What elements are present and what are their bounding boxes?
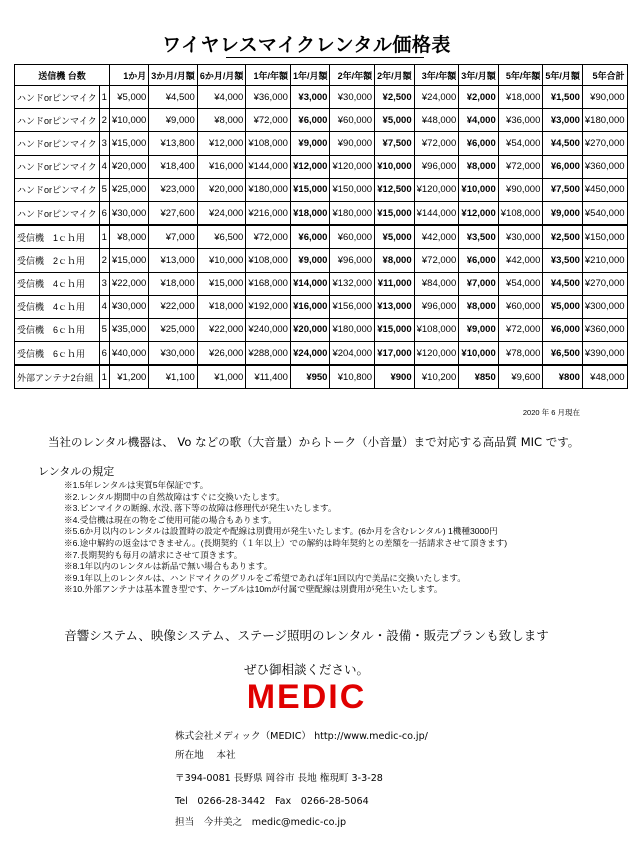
table-row [15, 178, 628, 201]
price-cell: ¥25,000 [109, 178, 148, 201]
table-row [15, 201, 628, 225]
price-cell: ¥270,000 [582, 272, 627, 295]
page-title: ワイヤレスマイクレンタル価格表 [162, 34, 451, 56]
quantity-cell: 6 [99, 201, 109, 225]
rule-item: ※4.受信機は現在の物をご使用可能の場合もあります。 [64, 514, 277, 525]
price-cell: ¥48,000 [414, 109, 459, 132]
quantity-cell: 1 [99, 225, 109, 249]
price-cell: ¥6,500 [543, 342, 583, 366]
price-cell: ¥36,000 [498, 109, 543, 132]
price-cell: ¥156,000 [330, 295, 375, 318]
table-row [15, 272, 628, 295]
item-name-cell: ハンドorピンマイク [15, 86, 100, 109]
price-cell: ¥30,000 [498, 225, 543, 249]
price-cell: ¥15,000 [109, 132, 148, 155]
rule-item: ※5.6か月以内のレンタルは設置時の設定や配線は別費用が発生いたします。(6か月を含むレンタル) 1機種3000円 [64, 526, 498, 537]
price-cell: ¥54,000 [498, 132, 543, 155]
services-text: 音響システム、映像システム、ステージ照明のレンタル・設備・販売プランも致します [64, 628, 549, 643]
rule-item: ※2.レンタル期間中の自然故障はすぐに交換いたします。 [64, 491, 285, 502]
price-cell: ¥9,600 [498, 365, 543, 389]
intro-text: 当社のレンタル機器は、 Vo などの歌（大音量）からトーク（小音量）まで対応する高品質 MIC です。 [48, 435, 580, 449]
phone-fax-line: Tel 0266‐28‐3442 Fax 0266‐28‐5064 [175, 796, 369, 807]
price-cell: ¥20,000 [109, 155, 148, 178]
price-cell: ¥12,000 [197, 132, 246, 155]
header-5y-month: 5年/月額 [543, 65, 583, 86]
price-cell: ¥24,000 [197, 201, 246, 225]
price-cell: ¥16,000 [197, 155, 246, 178]
rules-list [64, 480, 507, 596]
table-row [15, 225, 628, 249]
price-cell: ¥10,000 [459, 342, 499, 366]
price-cell: ¥120,000 [414, 178, 459, 201]
quantity-cell: 5 [99, 178, 109, 201]
price-cell: ¥14,000 [290, 272, 330, 295]
table-row [15, 295, 628, 318]
price-cell: ¥20,000 [197, 178, 246, 201]
price-cell: ¥24,000 [290, 342, 330, 366]
price-cell: ¥16,000 [290, 295, 330, 318]
price-cell: ¥240,000 [246, 318, 291, 341]
price-cell: ¥180,000 [582, 109, 627, 132]
quantity-cell: 4 [99, 295, 109, 318]
price-cell: ¥1,100 [149, 365, 198, 389]
price-cell: ¥6,000 [290, 109, 330, 132]
item-name-cell: ハンドorピンマイク [15, 178, 100, 201]
price-cell: ¥360,000 [582, 155, 627, 178]
quantity-cell: 3 [99, 272, 109, 295]
table-row [15, 318, 628, 341]
title-underline [226, 57, 424, 58]
price-cell: ¥7,000 [149, 225, 198, 249]
rules-heading: レンタルの規定 [38, 465, 115, 478]
price-cell: ¥800 [543, 365, 583, 389]
price-cell: ¥11,400 [246, 365, 291, 389]
price-cell: ¥360,000 [582, 318, 627, 341]
price-cell: ¥40,000 [109, 342, 148, 366]
price-cell: ¥3,500 [459, 225, 499, 249]
price-cell: ¥72,000 [246, 225, 291, 249]
price-cell: ¥22,000 [197, 318, 246, 341]
price-cell: ¥15,000 [197, 272, 246, 295]
company-line: 株式会社メディック（MEDIC） http://www.medic-co.jp/ [175, 731, 428, 742]
price-cell: ¥144,000 [414, 201, 459, 225]
price-cell: ¥390,000 [582, 342, 627, 366]
price-cell: ¥10,000 [375, 155, 415, 178]
address-line: 〒394‐0081 長野県 岡谷市 長地 権現町 3‐3‐28 [175, 773, 383, 784]
header-3y-month: 3年/月額 [459, 65, 499, 86]
header-6m: 6か月/月額 [197, 65, 246, 86]
price-cell: ¥204,000 [330, 342, 375, 366]
table-row [15, 109, 628, 132]
table-header-row [15, 65, 628, 86]
table-row [15, 155, 628, 178]
quantity-cell: 5 [99, 318, 109, 341]
quantity-cell: 6 [99, 342, 109, 366]
price-cell: ¥1,200 [109, 365, 148, 389]
price-cell: ¥25,000 [149, 318, 198, 341]
item-name-cell: 受信機 2ｃｈ用 [15, 249, 100, 272]
price-cell: ¥12,500 [375, 178, 415, 201]
price-cell: ¥7,500 [543, 178, 583, 201]
price-cell: ¥2,500 [543, 225, 583, 249]
price-cell: ¥8,000 [197, 109, 246, 132]
price-cell: ¥900 [375, 365, 415, 389]
price-cell: ¥9,000 [290, 132, 330, 155]
price-cell: ¥30,000 [109, 201, 148, 225]
rule-item: ※1.5年レンタルは実質5年保証です。 [64, 480, 209, 490]
rule-item: ※7.長期契約も毎月の請求にさせて頂きます。 [64, 549, 243, 560]
price-cell: ¥27,600 [149, 201, 198, 225]
price-cell: ¥30,000 [330, 86, 375, 109]
table-row [15, 132, 628, 155]
item-name-cell: ハンドorピンマイク [15, 132, 100, 155]
price-cell: ¥1,500 [543, 86, 583, 109]
header-5y-year: 5年/年額 [498, 65, 543, 86]
price-cell: ¥12,000 [459, 201, 499, 225]
price-cell: ¥8,000 [459, 155, 499, 178]
header-1y-year: 1年/年額 [246, 65, 291, 86]
item-name-cell: 受信機 4ｃｈ用 [15, 272, 100, 295]
price-cell: ¥8,000 [459, 295, 499, 318]
price-cell: ¥108,000 [414, 318, 459, 341]
price-table-body [15, 86, 628, 389]
price-cell: ¥540,000 [582, 201, 627, 225]
header-5y-total: 5年合計 [582, 65, 627, 86]
price-cell: ¥18,000 [290, 201, 330, 225]
quantity-cell: 1 [99, 365, 109, 389]
price-cell: ¥1,000 [197, 365, 246, 389]
price-cell: ¥36,000 [246, 86, 291, 109]
price-cell: ¥60,000 [330, 109, 375, 132]
price-cell: ¥35,000 [109, 318, 148, 341]
price-cell: ¥6,000 [459, 132, 499, 155]
price-cell: ¥9,000 [149, 109, 198, 132]
price-cell: ¥3,000 [290, 86, 330, 109]
rule-item: ※9.1年以上のレンタルは、ハンドマイクのグリルをご希望であれば年1回以内で美品に交換いたします。 [64, 572, 466, 583]
price-cell: ¥42,000 [498, 249, 543, 272]
price-cell: ¥6,000 [290, 225, 330, 249]
price-cell: ¥288,000 [246, 342, 291, 366]
medic-logo: MEDIC [246, 678, 367, 716]
price-cell: ¥72,000 [246, 109, 291, 132]
price-cell: ¥22,000 [149, 295, 198, 318]
price-cell: ¥210,000 [582, 249, 627, 272]
price-cell: ¥72,000 [414, 249, 459, 272]
price-cell: ¥72,000 [498, 318, 543, 341]
price-cell: ¥18,000 [197, 295, 246, 318]
price-cell: ¥22,000 [109, 272, 148, 295]
header-2y-year: 2年/年額 [330, 65, 375, 86]
price-cell: ¥216,000 [246, 201, 291, 225]
quantity-cell: 1 [99, 86, 109, 109]
item-name-cell: 受信機 6ｃｈ用 [15, 342, 100, 366]
price-cell: ¥24,000 [414, 86, 459, 109]
consult-text: ぜひ御相談ください。 [243, 662, 369, 677]
price-cell: ¥15,000 [375, 318, 415, 341]
price-cell: ¥180,000 [330, 201, 375, 225]
price-cell: ¥9,000 [543, 201, 583, 225]
price-cell: ¥120,000 [414, 342, 459, 366]
price-cell: ¥17,000 [375, 342, 415, 366]
rule-item: ※3.ピンマイクの断線､水没､落下等の故障は修理代が発生いたします。 [64, 503, 337, 514]
table-row [15, 342, 628, 366]
header-1m: 1か月 [109, 65, 148, 86]
price-cell: ¥18,400 [149, 155, 198, 178]
price-cell: ¥5,000 [375, 225, 415, 249]
price-cell: ¥30,000 [149, 342, 198, 366]
price-cell: ¥2,500 [375, 86, 415, 109]
item-name-cell: ハンドorピンマイク [15, 155, 100, 178]
price-cell: ¥4,500 [543, 272, 583, 295]
price-cell: ¥9,000 [459, 318, 499, 341]
price-cell: ¥450,000 [582, 178, 627, 201]
table-row [15, 365, 628, 389]
price-cell: ¥12,000 [290, 155, 330, 178]
price-cell: ¥96,000 [330, 249, 375, 272]
price-cell: ¥108,000 [498, 201, 543, 225]
price-cell: ¥9,000 [290, 249, 330, 272]
header-item-qty: 送信機 台数 [15, 65, 110, 86]
item-name-cell: 受信機 1ｃｈ用 [15, 225, 100, 249]
price-cell: ¥42,000 [414, 225, 459, 249]
price-cell: ¥54,000 [498, 272, 543, 295]
price-cell: ¥950 [290, 365, 330, 389]
price-cell: ¥6,000 [543, 155, 583, 178]
price-cell: ¥850 [459, 365, 499, 389]
price-cell: ¥108,000 [246, 132, 291, 155]
contact-person-line: 担当 今井美之 medic@medic-co.jp [175, 817, 347, 828]
price-cell: ¥20,000 [290, 318, 330, 341]
price-cell: ¥168,000 [246, 272, 291, 295]
price-cell: ¥180,000 [246, 178, 291, 201]
price-cell: ¥90,000 [498, 178, 543, 201]
price-table [14, 64, 628, 389]
price-cell: ¥18,000 [498, 86, 543, 109]
price-cell: ¥23,000 [149, 178, 198, 201]
item-name-cell: ハンドorピンマイク [15, 109, 100, 132]
header-3y-year: 3年/年額 [414, 65, 459, 86]
price-cell: ¥150,000 [330, 178, 375, 201]
price-cell: ¥5,000 [375, 109, 415, 132]
price-cell: ¥15,000 [375, 201, 415, 225]
price-cell: ¥78,000 [498, 342, 543, 366]
item-name-cell: 受信機 4ｃｈ用 [15, 295, 100, 318]
header-1y-month: 1年/月額 [290, 65, 330, 86]
price-cell: ¥96,000 [414, 295, 459, 318]
price-cell: ¥13,800 [149, 132, 198, 155]
price-cell: ¥6,000 [459, 249, 499, 272]
price-cell: ¥144,000 [246, 155, 291, 178]
price-cell: ¥60,000 [498, 295, 543, 318]
price-cell: ¥90,000 [330, 132, 375, 155]
price-cell: ¥3,000 [543, 109, 583, 132]
price-cell: ¥60,000 [330, 225, 375, 249]
quantity-cell: 4 [99, 155, 109, 178]
rule-item: ※6.途中解約の返金はできません。(長期契約（１年以上）での解約は時年契約との差額を一括請求させて頂きます) [64, 537, 508, 548]
table-row [15, 249, 628, 272]
price-cell: ¥4,500 [149, 86, 198, 109]
price-cell: ¥150,000 [582, 225, 627, 249]
price-cell: ¥48,000 [582, 365, 627, 389]
price-cell: ¥4,000 [197, 86, 246, 109]
price-cell: ¥6,000 [543, 318, 583, 341]
price-cell: ¥5,000 [543, 295, 583, 318]
price-cell: ¥96,000 [414, 155, 459, 178]
price-cell: ¥84,000 [414, 272, 459, 295]
price-cell: ¥8,000 [109, 225, 148, 249]
price-cell: ¥90,000 [582, 86, 627, 109]
price-cell: ¥120,000 [330, 155, 375, 178]
price-cell: ¥4,000 [459, 109, 499, 132]
price-cell: ¥8,000 [375, 249, 415, 272]
price-cell: ¥11,000 [375, 272, 415, 295]
quantity-cell: 3 [99, 132, 109, 155]
quantity-cell: 2 [99, 249, 109, 272]
price-cell: ¥7,000 [459, 272, 499, 295]
price-cell: ¥13,000 [149, 249, 198, 272]
price-cell: ¥7,500 [375, 132, 415, 155]
price-cell: ¥5,000 [109, 86, 148, 109]
price-cell: ¥300,000 [582, 295, 627, 318]
table-row [15, 86, 628, 109]
price-cell: ¥6,500 [197, 225, 246, 249]
quantity-cell: 2 [99, 109, 109, 132]
price-cell: ¥270,000 [582, 132, 627, 155]
header-2y-month: 2年/月額 [375, 65, 415, 86]
price-cell: ¥72,000 [498, 155, 543, 178]
price-cell: ¥132,000 [330, 272, 375, 295]
price-cell: ¥180,000 [330, 318, 375, 341]
item-name-cell: 受信機 6ｃｈ用 [15, 318, 100, 341]
price-cell: ¥15,000 [109, 249, 148, 272]
item-name-cell: ハンドorピンマイク [15, 201, 100, 225]
header-3m: 3か月/月額 [149, 65, 198, 86]
price-cell: ¥3,500 [543, 249, 583, 272]
price-cell: ¥10,200 [414, 365, 459, 389]
rule-item: ※10.外部アンテナは基本置き型です、ケーブルは10mが付属で壁配線は別費用が発生いたします。 [64, 584, 443, 595]
price-cell: ¥10,800 [330, 365, 375, 389]
price-cell: ¥192,000 [246, 295, 291, 318]
price-cell: ¥18,000 [149, 272, 198, 295]
price-cell: ¥10,000 [109, 109, 148, 132]
price-cell: ¥13,000 [375, 295, 415, 318]
price-cell: ¥108,000 [246, 249, 291, 272]
price-cell: ¥10,000 [459, 178, 499, 201]
price-cell: ¥30,000 [109, 295, 148, 318]
location-line: 所在地 本社 [175, 750, 236, 761]
price-cell: ¥15,000 [290, 178, 330, 201]
rule-item: ※8.1年以内のレンタルは新品で無い場合もあります。 [64, 561, 273, 572]
price-cell: ¥10,000 [197, 249, 246, 272]
price-cell: ¥72,000 [414, 132, 459, 155]
price-cell: ¥2,000 [459, 86, 499, 109]
price-cell: ¥26,000 [197, 342, 246, 366]
item-name-cell: 外部アンテナ2台組 [15, 365, 100, 389]
as-of-date: 2020 年 6 月現在 [522, 408, 580, 417]
price-cell: ¥4,500 [543, 132, 583, 155]
